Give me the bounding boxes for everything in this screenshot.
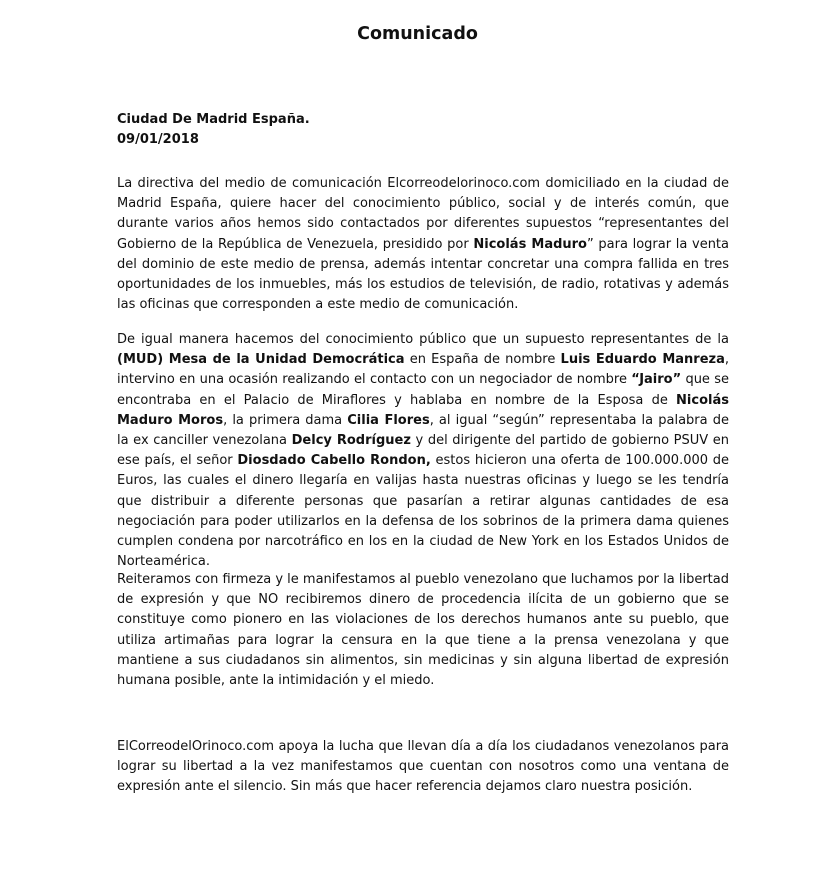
location-line: Ciudad De Madrid España. xyxy=(117,112,310,127)
text-run: , intervino en una ocasión realizando el contacto con un negociador de nombre xyxy=(117,352,729,388)
text-run: estos hicieron una oferta de 100.000.000 de Euros, las cuales el dinero llegaría en valijas hasta nuestras oficinas y luego se les tendría que distribuir a diferente personas que pasarían a retirar algunas cantidades de esa negociación para poder utilizarlos en la defensa de los sobrinos de la primera dama quienes cumplen condena por narcotráfico en los en la ciudad de New York en los Estados Unidos de Norteamérica. xyxy=(117,453,730,570)
text-run: , la primera dama xyxy=(223,412,348,428)
document-title: Comunicado xyxy=(357,24,478,44)
text-run: , al igual “según” representaba la palabra de la ex canciller venezolana xyxy=(117,412,729,449)
text-run: ” para lograr la venta del dominio de este medio de prensa, además intentar concretar una compra fallida en tres oportunidades de los inmuebles, más los estudios de televisión, de radio, rotativas y además las oficinas que corresponden a este medio de comunicación. xyxy=(117,236,729,313)
bold-run: “Jairo” xyxy=(631,372,682,388)
bold-run: Luis Eduardo Manreza xyxy=(560,352,725,368)
text-run: que se encontraba en el Palacio de Miraflores y hablaba en nombre de la Esposa de xyxy=(117,372,729,408)
bold-run: (MUD) Mesa de la Unidad Democrática xyxy=(117,352,405,368)
text-run: La directiva del medio de comunicación Elcorreodelorinoco.com domiciliado en la ciudad de Madrid España, quiere hacer del conocimiento público, social y de interés común, que durante varios años hemos sido contactados por diferentes supuestos “representantes del Gobierno de la República de Venezuela, presidido por xyxy=(117,176,729,252)
bold-run: Diosdado Cabello Rondon, xyxy=(237,453,431,469)
bold-run: Nicolás Maduro Moros xyxy=(117,392,729,428)
text-run: en España de nombre xyxy=(404,352,561,368)
text-run: y del dirigente del partido de gobierno PSUV en ese país, el señor xyxy=(117,433,729,469)
text-run: De igual manera hacemos del conocimiento público que un supuesto representantes de la xyxy=(117,332,729,347)
paragraph-3 xyxy=(117,570,729,691)
bold-run: Nicolás Maduro xyxy=(473,236,587,252)
date-line: 09/01/2018 xyxy=(117,132,199,147)
paragraph-4 xyxy=(117,737,729,798)
bold-run: Cilia Flores xyxy=(347,412,430,428)
bold-run: Delcy Rodríguez xyxy=(291,433,411,449)
text-run: ElCorreodelOrinoco.com apoya la lucha que llevan día a día los ciudadanos venezolanos para lograr su libertad a la vez manifestamos que cuentan con nosotros como una ventana de expresión ante el silencio. Sin más que hacer referencia dejamos claro nuestra posición. xyxy=(117,739,729,795)
paragraph-1 xyxy=(117,174,729,315)
text-run: Reiteramos con firmeza y le manifestamos al pueblo venezolano que luchamos por la libertad de expresión y que NO recibiremos dinero de procedencia ilícita de un gobierno que se constituye como pionero en las violaciones de los derechos humanos ante su pueblo, que utiliza artimañas para lograr la censura en la que tiene a la prensa venezolana y que mantiene a sus ciudadanos sin alimentos, sin medicinas y sin alguna libertad de expresión humana posible, ante la intimidación y el miedo. xyxy=(117,572,729,689)
paragraph-2 xyxy=(117,330,729,572)
